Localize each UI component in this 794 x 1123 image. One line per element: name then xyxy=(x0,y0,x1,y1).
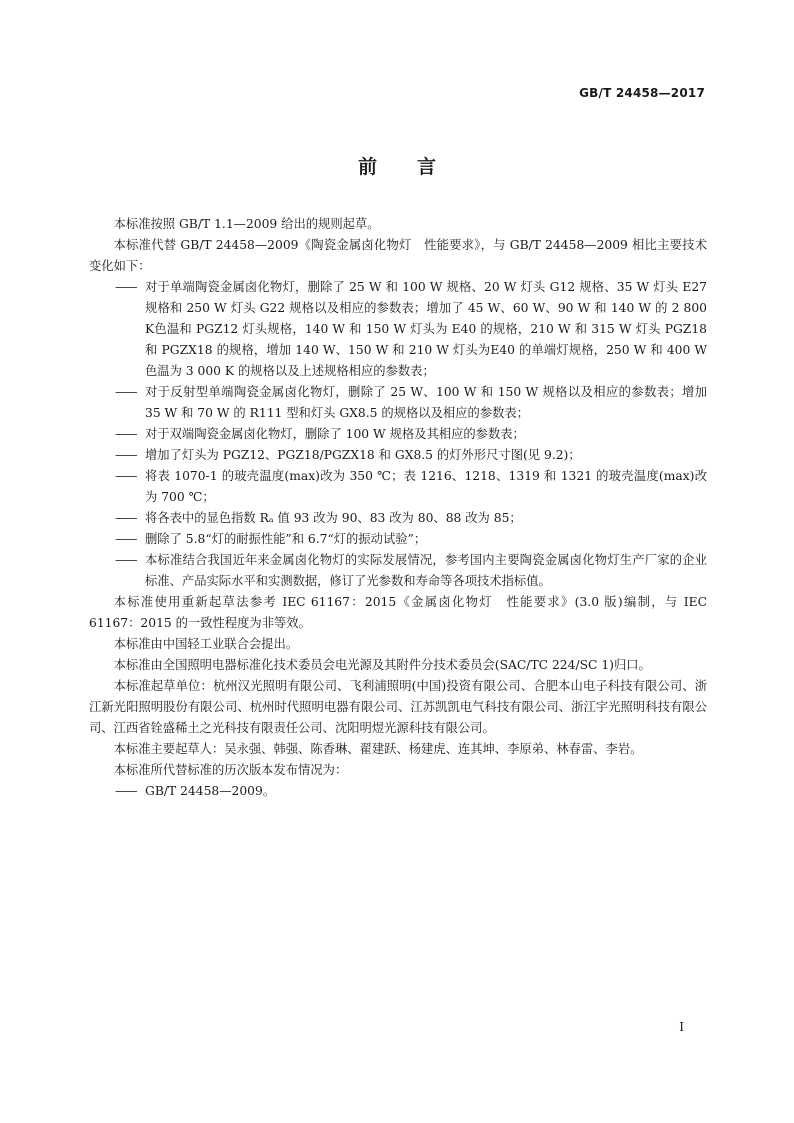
change-item-text: 本标准结合我国近年来金属卤化物灯的实际发展情况，参考国内主要陶瓷金属卤化物灯生产厂家的企业标准、产品实际水平和实测数据，修订了光参数和寿命等各项技术指标值。 xyxy=(145,553,707,588)
paragraph: 本标准由中国轻工业联合会提出。 xyxy=(113,637,299,651)
change-item-text: 对于单端陶瓷金属卤化物灯，删除了 25 W 和 100 W 规格、20 W 灯头 G12 规格、35 W 灯头 E27 规格和 250 W 灯头 G22 规格以及相应的参数表；增加了 45 W、60 W、90 W 和 140 W 的 2 800 K色温和 PGZ12 灯头规格，140 W 和 150 W 灯头为 E40 的规格，210 W 和 315 W 灯头 PGZ18 和 PGZX18 的规格，增加 140 W、150 W 和 210 W 灯头为E40 的单端灯规格，250 W 和 400 W 色温为 3 000 K 的规格以及上述规格相应的参数表； xyxy=(145,280,707,378)
change-item xyxy=(89,445,707,466)
change-item-text: 增加了灯头为 PGZ12、PGZ18/PGZX18 和 GX8.5 的灯外形尺寸图(见 9.2)； xyxy=(145,448,581,462)
change-item-text: 对于双端陶瓷金属卤化物灯，删除了 100 W 规格及其相应的参数表； xyxy=(145,427,525,441)
document-body xyxy=(89,214,707,802)
paragraph: 本标准起草单位：杭州汉光照明有限公司、飞利浦照明(中国)投资有限公司、合肥本山电子科技有限公司、浙江新光阳照明股份有限公司、杭州时代照明电器有限公司、江苏凯凯电气科技有限公司、浙江宇光照明科技有限公司、江西省铨盛稀土之光科技有限责任公司、沈阳明煜光源科技有限公司。 xyxy=(89,679,707,735)
change-item xyxy=(89,424,707,445)
change-item xyxy=(89,382,707,424)
change-item-text: 对于反射型单端陶瓷金属卤化物灯，删除了 25 W、100 W 和 150 W 规格以及相应的参数表；增加 35 W 和 70 W 的 R111 型和灯头 GX8.5 的规格以及相应的参数表； xyxy=(145,385,707,420)
paragraph: 本标准使用重新起草法参考 IEC 61167：2015《金属卤化物灯 性能要求》(3.0 版)编制，与 IEC 61167：2015 的一致性程度为非等效。 xyxy=(89,595,707,630)
change-item xyxy=(89,508,707,529)
dash-mark: —— xyxy=(115,427,136,441)
dash-mark: —— xyxy=(115,553,136,567)
dash-mark: —— xyxy=(115,448,136,462)
dash-mark: —— xyxy=(115,280,136,294)
paragraph: 本标准主要起草人：吴永强、韩强、陈香琳、翟建跃、杨建虎、连其坤、李原弟、林春雷、李岩。 xyxy=(113,742,643,756)
change-item-text: 将各表中的显色指数 Rₐ 值 93 改为 90、83 改为 80、88 改为 85； xyxy=(145,511,522,525)
history-item-text: GB/T 24458—2009。 xyxy=(145,784,276,798)
page-title: 前言 xyxy=(357,156,476,178)
change-item xyxy=(89,466,707,508)
dash-mark: —— xyxy=(115,784,136,798)
dash-mark: —— xyxy=(115,532,136,546)
change-item-text: 将表 1070-1 的玻壳温度(max)改为 350 ℃；表 1216、1218、1319 和 1321 的玻壳温度(max)改为 700 ℃； xyxy=(145,469,707,504)
paragraph: 本标准代替 GB/T 24458—2009《陶瓷金属卤化物灯 性能要求》，与 GB/T 24458—2009 相比主要技术变化如下： xyxy=(89,238,707,273)
standard-code: GB/T 24458—2017 xyxy=(579,86,705,100)
paragraph: 本标准按照 GB/T 1.1—2009 给出的规则起草。 xyxy=(113,217,380,231)
change-item xyxy=(89,550,707,592)
page-number: I xyxy=(679,1020,684,1034)
dash-mark: —— xyxy=(115,385,136,399)
history-item xyxy=(89,781,707,802)
dash-mark: —— xyxy=(115,469,136,483)
change-item xyxy=(89,277,707,382)
dash-mark: —— xyxy=(115,511,136,525)
change-item xyxy=(89,529,707,550)
change-item-text: 删除了 5.8“灯的耐振性能”和 6.7“灯的振动试验”； xyxy=(145,532,427,546)
paragraph: 本标准由全国照明电器标准化技术委员会电光源及其附件分技术委员会(SAC/TC 224/SC 1)归口。 xyxy=(113,658,651,672)
paragraph: 本标准所代替标准的历次版本发布情况为： xyxy=(113,763,348,777)
